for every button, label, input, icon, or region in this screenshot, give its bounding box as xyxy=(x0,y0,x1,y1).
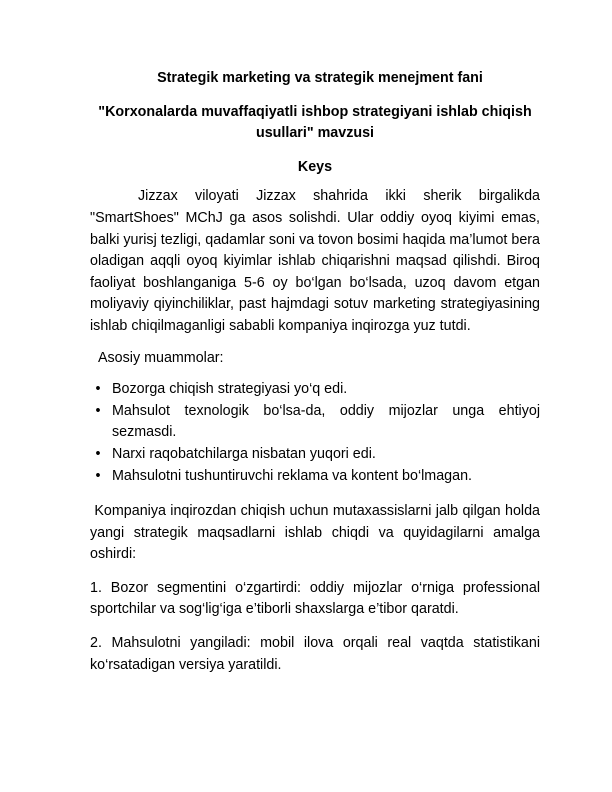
bullet-icon: • xyxy=(95,381,101,398)
list-item-text: Narxi raqobatchilarga nisbatan yuqori edi. xyxy=(112,445,376,462)
list-item-text: Bozorga chiqish strategiyasi yo‘q edi. xyxy=(112,381,348,398)
intro-paragraph: Jizzax viloyati Jizzax shahrida ikki sherik birgalikda "SmartShoes" MChJ ga asos solishdi. Ular oddiy oyoq kiyimi emas, balki yurisj tezligi, qadamlar soni va tovon bosimi haqida ma’lumot bera oladigan aqqli oyoq kiyimlar ishlab chiqarishni maqsad qilishdi. Biroq faoliyat boshlanganiga 5-6 oy bo‘lgan bo‘lsada, uzoq davom etgan moliyaviy qiyinchiliklar, past hajmdagi sotuv marketing strategiyasining ishlab chiqilmaganligi sababli kompaniya inqirozga yuz tutdi. xyxy=(90,188,540,334)
recovery-text: Kompaniya inqirozdan chiqish uchun mutaxassislarni jalb qilgan holda yangi strategik maqsadlarni ishlab chiqdi va quyidagilarni amalga oshirdi: xyxy=(90,503,540,563)
step-paragraph-2: 2. Mahsulotni yangiladi: mobil ilova orqali real vaqtda statistikani ko‘rsatadigan versiya yaratildi. xyxy=(90,635,540,673)
recovery-paragraph xyxy=(90,501,540,566)
list-item xyxy=(95,466,540,488)
problems-heading: Asosiy muammolar: xyxy=(98,349,224,366)
list-item xyxy=(95,379,540,401)
document-title: Strategik marketing va strategik menejment fani xyxy=(157,70,483,86)
document-subtitle: "Korxonalarda muvaffaqiyatli ishbop strategiyani ishlab chiqish usullari" mavzusi xyxy=(98,103,532,142)
bullet-icon: • xyxy=(95,445,101,462)
document-body xyxy=(90,68,540,676)
list-item-text: Mahsulotni tushuntiruvchi reklama va kontent bo‘lmagan. xyxy=(112,467,472,484)
list-item-text: Mahsulot texnologik bo‘lsa-da, oddiy mijozlar unga ehtiyoj sezmasdi. xyxy=(112,402,540,441)
bullet-icon: • xyxy=(95,467,101,484)
list-item xyxy=(95,444,540,466)
list-item xyxy=(95,401,540,444)
problems-list xyxy=(90,379,540,487)
step-paragraph-1: 1. Bozor segmentini o‘zgartirdi: oddiy mijozlar o‘rniga professional sportchilar va sog‘lig‘iga e’tiborli shaxslarga e’tibor qaratdi. xyxy=(90,579,540,618)
bullet-icon: • xyxy=(95,402,101,419)
case-heading: Keys xyxy=(297,158,333,175)
